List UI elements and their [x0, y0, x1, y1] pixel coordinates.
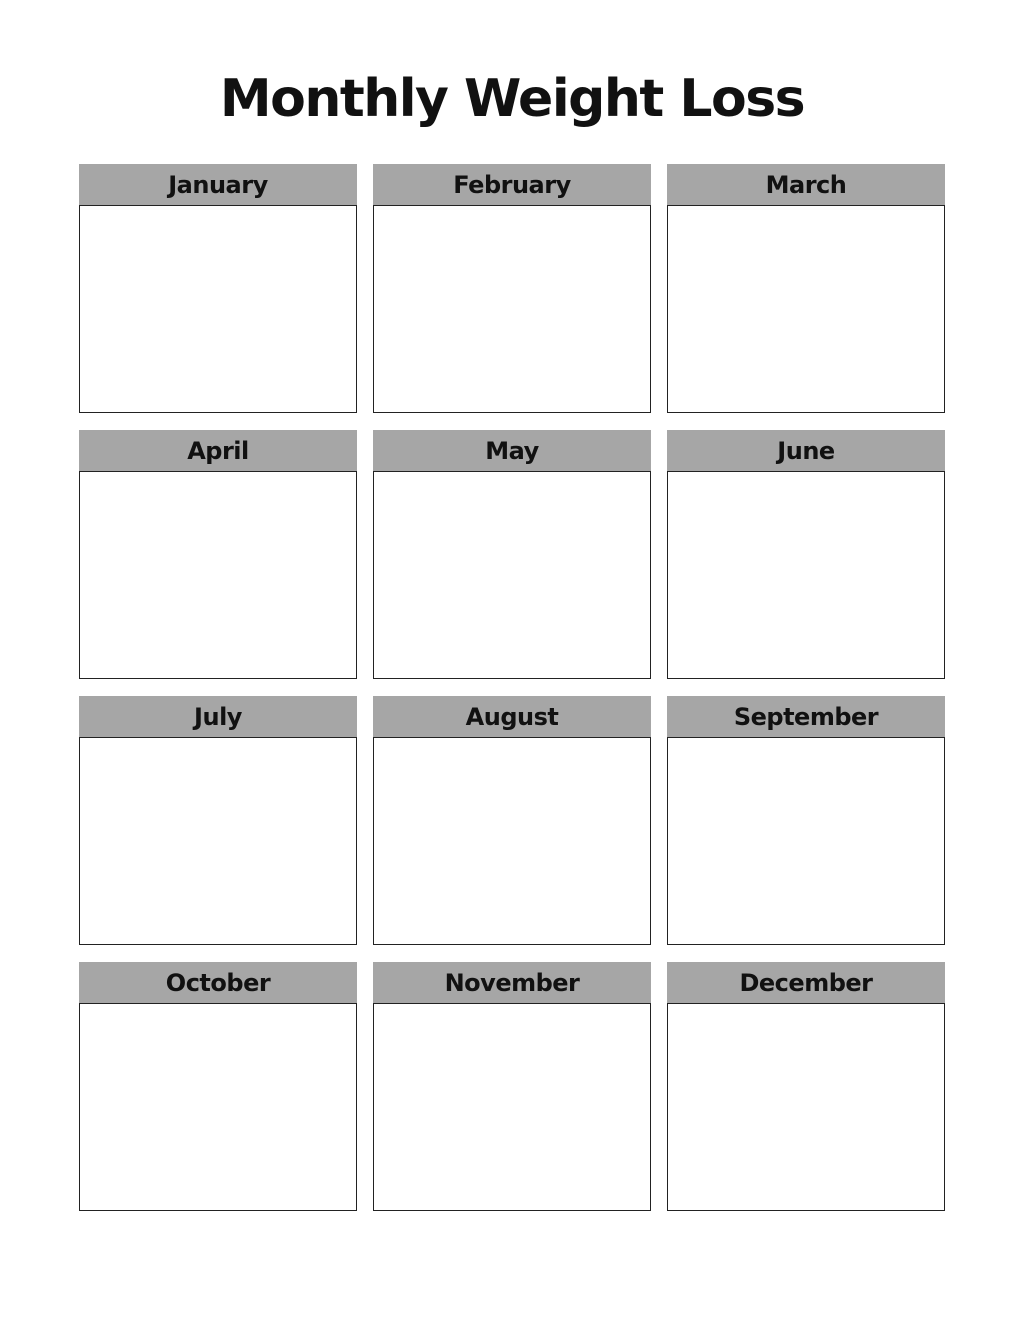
weight-entry-box[interactable] [667, 471, 945, 679]
month-header: October [79, 962, 357, 1003]
month-header: April [79, 430, 357, 471]
month-header: May [373, 430, 651, 471]
month-header: June [667, 430, 945, 471]
month-card-january [79, 164, 357, 413]
month-card-september [667, 696, 945, 945]
month-header: August [373, 696, 651, 737]
month-header: March [667, 164, 945, 205]
month-card-march [667, 164, 945, 413]
weight-entry-box[interactable] [667, 1003, 945, 1211]
month-header: November [373, 962, 651, 1003]
month-card-december [667, 962, 945, 1211]
weight-entry-box[interactable] [373, 205, 651, 413]
month-card-february [373, 164, 651, 413]
month-card-april [79, 430, 357, 679]
month-header: July [79, 696, 357, 737]
month-header: December [667, 962, 945, 1003]
month-header: January [79, 164, 357, 205]
month-card-july [79, 696, 357, 945]
month-card-october [79, 962, 357, 1211]
weight-entry-box[interactable] [79, 471, 357, 679]
weight-entry-box[interactable] [373, 737, 651, 945]
weight-entry-box[interactable] [373, 1003, 651, 1211]
weight-entry-box[interactable] [79, 1003, 357, 1211]
weight-entry-box[interactable] [667, 205, 945, 413]
month-card-june [667, 430, 945, 679]
month-header: February [373, 164, 651, 205]
weight-entry-box[interactable] [79, 205, 357, 413]
month-card-august [373, 696, 651, 945]
weight-entry-box[interactable] [667, 737, 945, 945]
weight-entry-box[interactable] [373, 471, 651, 679]
weight-entry-box[interactable] [79, 737, 357, 945]
month-card-november [373, 962, 651, 1211]
month-card-may [373, 430, 651, 679]
month-header: September [667, 696, 945, 737]
page-title: Monthly Weight Loss [219, 69, 805, 129]
month-grid [79, 164, 945, 1211]
